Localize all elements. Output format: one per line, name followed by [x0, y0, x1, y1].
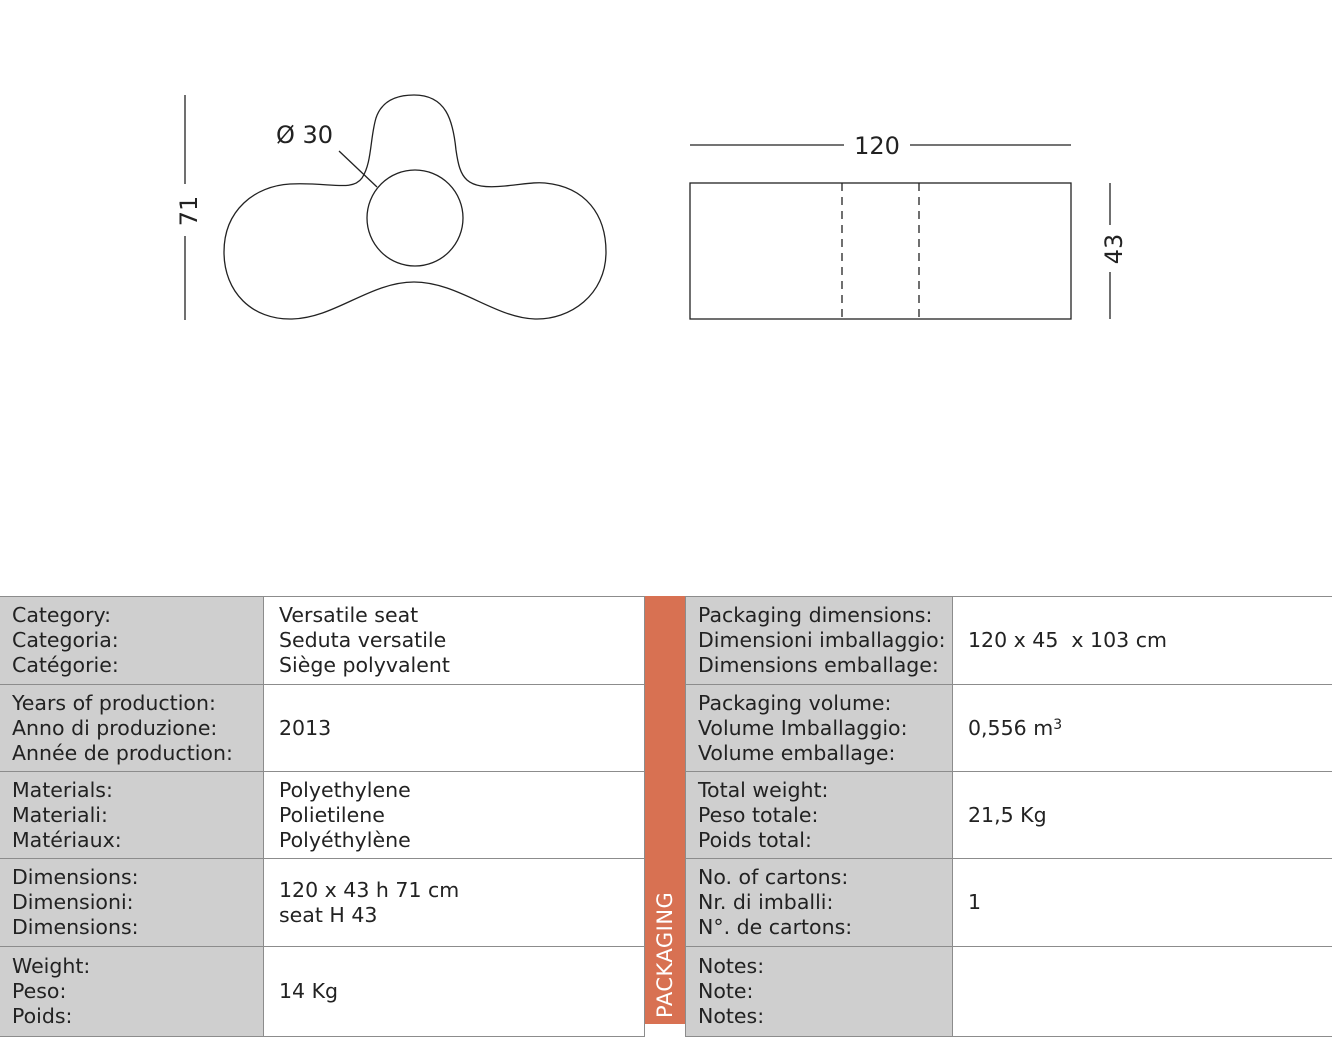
packaging-volume-value: 0,556 m: [968, 716, 1053, 740]
packaging-label-en: Packaging dimensions:: [698, 603, 952, 628]
packaging-label-it: Nr. di imballi:: [698, 890, 952, 915]
spec-label-fr: Poids:: [12, 1004, 263, 1029]
spec-value: seat H 43: [279, 903, 644, 928]
spec-label-it: Categoria:: [12, 628, 263, 653]
side-view-width-label: 120: [854, 132, 900, 160]
packaging-value-cell: [953, 685, 1332, 772]
spec-label-en: Dimensions:: [12, 865, 263, 890]
diameter-label: Ø 30: [276, 121, 333, 149]
packaging-label-cell: [686, 772, 953, 859]
spec-value: Seduta versatile: [279, 628, 644, 653]
spec-label-cell: [0, 685, 264, 772]
packaging-label-it: Dimensioni imballaggio:: [698, 628, 952, 653]
spec-value-cell: [264, 772, 645, 859]
spec-label-it: Anno di produzione:: [12, 716, 263, 741]
spec-value: Polietilene: [279, 803, 644, 828]
spec-label-en: Category:: [12, 603, 263, 628]
spec-value: 2013: [279, 716, 644, 741]
packaging-label-en: Notes:: [698, 954, 952, 979]
side-view-height-label: 43: [1100, 234, 1128, 265]
packaging-label-fr: Notes:: [698, 1004, 952, 1029]
spec-label-it: Peso:: [12, 979, 263, 1004]
spec-label-fr: Matériaux:: [12, 828, 263, 853]
packaging-label-en: Packaging volume:: [698, 691, 952, 716]
spec-value: Polyethylene: [279, 778, 644, 803]
spec-row-category: [0, 597, 645, 685]
packaging-label-cell: [686, 685, 953, 772]
top-view-height-label: 71: [175, 196, 203, 227]
spec-label-cell: [0, 947, 264, 1037]
packaging-value: 1: [968, 890, 1332, 915]
spec-value: Versatile seat: [279, 603, 644, 628]
product-spec-table: [0, 596, 645, 1037]
packaging-value: 21,5 Kg: [968, 803, 1332, 828]
packaging-value: [968, 716, 1332, 741]
spec-row-years: [0, 685, 645, 772]
packaging-label-cell: [686, 859, 953, 947]
spec-label-fr: Dimensions:: [12, 915, 263, 940]
top-view-drawing: [185, 95, 606, 320]
spec-label-it: Dimensioni:: [12, 890, 263, 915]
packaging-volume-exponent: 3: [1053, 717, 1062, 733]
spec-value-cell: [264, 859, 645, 947]
spec-label-en: Years of production:: [12, 691, 263, 716]
spec-label-cell: [0, 772, 264, 859]
spec-value: Polyéthylène: [279, 828, 644, 853]
spec-label-it: Materiali:: [12, 803, 263, 828]
spec-label-fr: Année de production:: [12, 741, 263, 766]
spec-value: 14 Kg: [279, 979, 644, 1004]
packaging-row-dimensions: [686, 597, 1332, 685]
packaging-row-notes: [686, 947, 1332, 1037]
spec-row-dimensions: [0, 859, 645, 947]
packaging-label-it: Note:: [698, 979, 952, 1004]
spec-row-materials: [0, 772, 645, 859]
spec-row-weight: [0, 947, 645, 1037]
packaging-label-fr: N°. de cartons:: [698, 915, 952, 940]
packaging-band: [645, 596, 685, 1024]
side-view-outline: [690, 183, 1071, 319]
packaging-label-en: Total weight:: [698, 778, 952, 803]
spec-value: 120 x 43 h 71 cm: [279, 878, 644, 903]
packaging-table: [685, 596, 1332, 1037]
packaging-label-en: No. of cartons:: [698, 865, 952, 890]
packaging-row-volume: [686, 685, 1332, 772]
spec-label-en: Weight:: [12, 954, 263, 979]
spec-label-cell: [0, 859, 264, 947]
spec-value-cell: [264, 597, 645, 685]
packaging-value-cell: [953, 772, 1332, 859]
spec-label-fr: Catégorie:: [12, 653, 263, 678]
spec-value: Siège polyvalent: [279, 653, 644, 678]
spec-label-cell: [0, 597, 264, 685]
packaging-row-total-weight: [686, 772, 1332, 859]
packaging-row-cartons: [686, 859, 1332, 947]
packaging-label-it: Peso totale:: [698, 803, 952, 828]
spec-label-en: Materials:: [12, 778, 263, 803]
packaging-value-cell: [953, 597, 1332, 685]
side-view-drawing: [690, 145, 1110, 319]
spec-value-cell: [264, 947, 645, 1037]
packaging-value-cell: [953, 947, 1332, 1037]
top-view-seat-circle: [367, 170, 463, 266]
packaging-value-cell: [953, 859, 1332, 947]
packaging-label-fr: Poids total:: [698, 828, 952, 853]
packaging-value: 120 x 45 x 103 cm: [968, 628, 1332, 653]
packaging-band-label: PACKAGING: [653, 892, 677, 1018]
packaging-label-it: Volume Imballaggio:: [698, 716, 952, 741]
packaging-label-cell: [686, 947, 953, 1037]
technical-drawings: [0, 0, 1332, 400]
spec-value-cell: [264, 685, 645, 772]
packaging-label-fr: Volume emballage:: [698, 741, 952, 766]
packaging-label-cell: [686, 597, 953, 685]
packaging-label-fr: Dimensions emballage:: [698, 653, 952, 678]
